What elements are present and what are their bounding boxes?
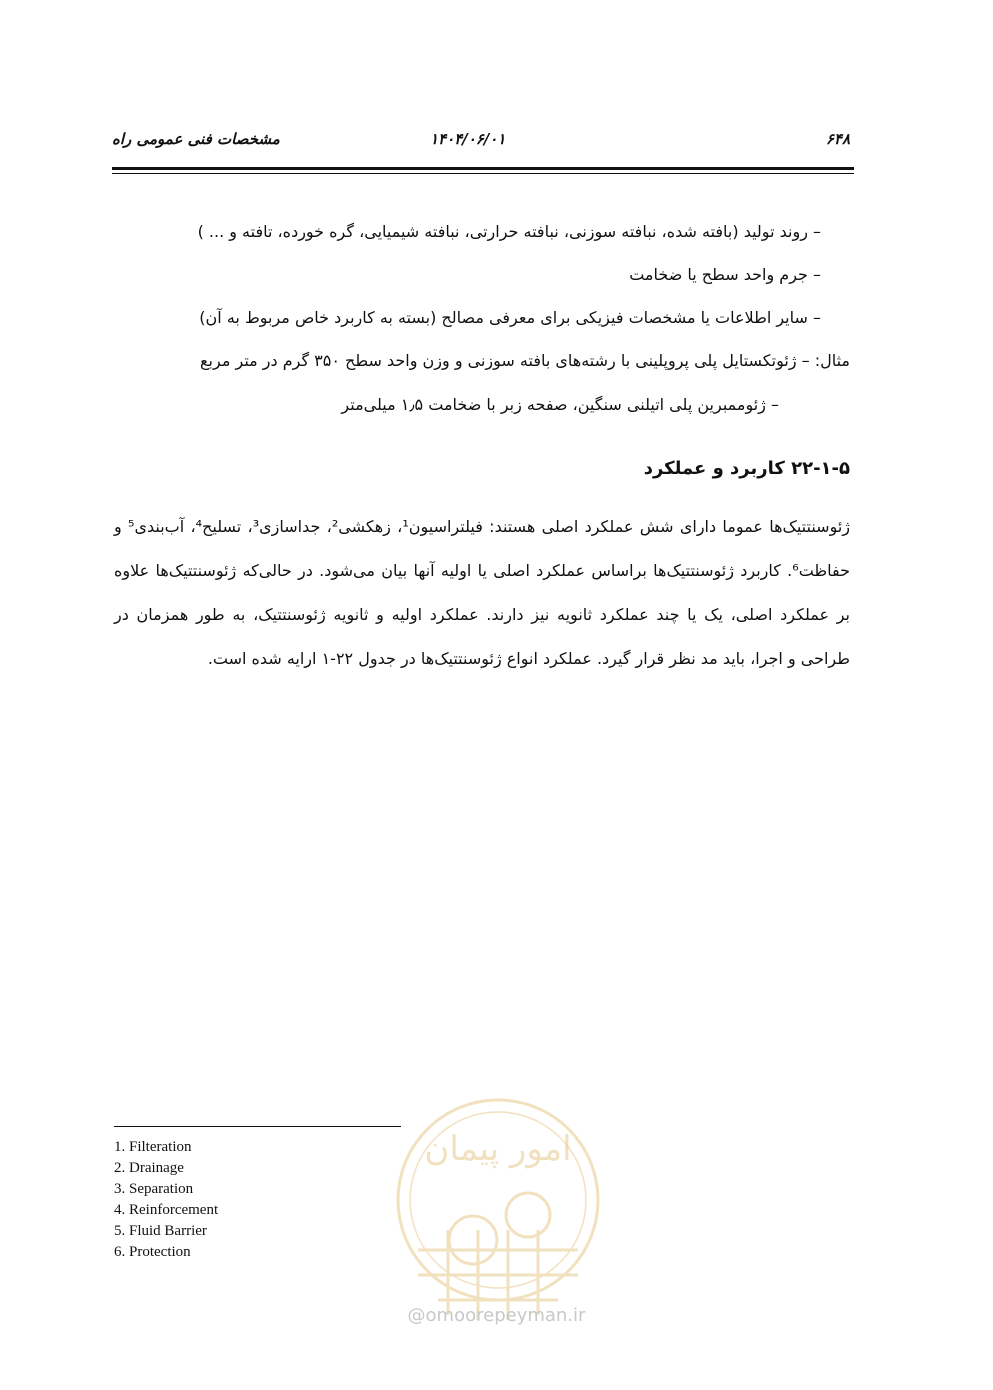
page-header [112, 130, 850, 158]
footnote-item: 4. Reinforcement [114, 1202, 219, 1218]
footnote-item: 6. Protection [114, 1244, 191, 1260]
header-rule-thick [112, 167, 854, 170]
footnote-item: 3. Separation [114, 1181, 194, 1197]
footnote-item: 5. Fluid Barrier [114, 1223, 207, 1239]
watermark-logo-text: امور پیمان [424, 1129, 572, 1169]
section-paragraph: ژئوسنتتیک‌ها عموما دارای شش عملکرد اصلی هستند: فیلتراسیون¹، زهکشی²، جداسازی³، تسلیح⁴، آب‌بندی⁵ و حفاظت⁶. کاربرد ژئوسنتتیک‌ها براساس عملکرد اصلی یا اولیه آنها بیان می‌شود. در حالی‌که ژئوسنتتیک‌ها علاوه بر عملکرد اصلی، یک یا چند عملکرد ثانویه نیز دارند. عملکرد اولیه و ثانویه ژئوسنتتیک، به طور همزمان در طراحی و اجرا، باید مد نظر قرار گیرد. عملکرد انواع ژئوسنتتیک‌ها در جدول ۲۲-۱ ارایه شده است. [114, 517, 851, 668]
header-date: ۱۴۰۴/۰۶/۰۱ [430, 130, 506, 148]
watermark-site: @omoorepeyman.ir [407, 1305, 586, 1326]
header-title: مشخصات فنی عمومی راه [112, 130, 280, 148]
footnote-item: 2. Drainage [114, 1160, 184, 1176]
bullet-item: – سایر اطلاعات یا مشخصات فیزیکی برای معرفی مصالح (بسته به کاربرد خاص مربوط به آن) [199, 308, 821, 327]
page-number: ۶۴۸ [825, 130, 850, 148]
footnote-list [114, 1137, 218, 1263]
header-rule-thin [112, 173, 854, 174]
section-heading: ۲۲-۱-۵ کاربرد و عملکرد [643, 458, 850, 479]
bullet-item: – ژئوممبرین پلی اتیلنی سنگین، صفحه زبر با ضخامت ۱٫۵ میلی‌متر [341, 395, 779, 414]
footnote-item: 1. Filteration [114, 1139, 192, 1155]
bullet-item: – جرم واحد سطح یا ضخامت [629, 265, 821, 284]
footnote-rule [114, 1126, 401, 1127]
example-line: مثال: – ژئوتکستایل پلی پروپلینی با رشته‌های بافته سوزنی و وزن واحد سطح ۳۵۰ گرم در متر مربع [200, 351, 850, 370]
bullet-item: – روند تولید (بافته شده، نبافته سوزنی، نبافته حرارتی، نبافته شیمیایی، گره خورده، تافته و ... ) [197, 222, 821, 241]
